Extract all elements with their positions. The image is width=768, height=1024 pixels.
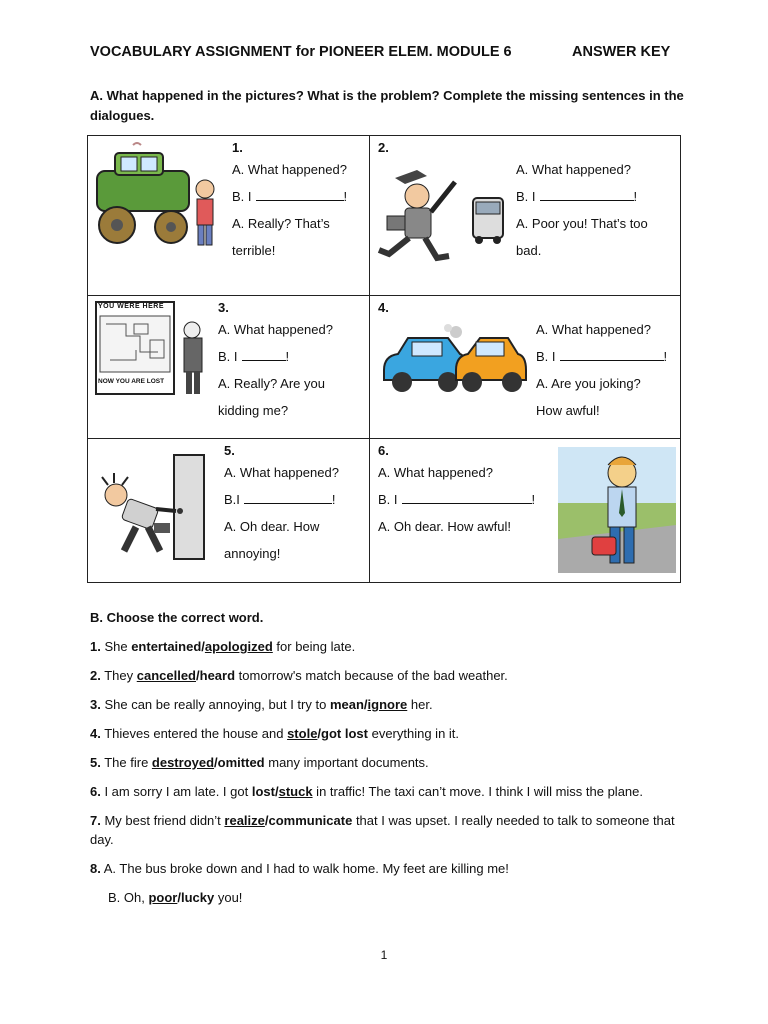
question-4: 4. Thieves entered the house and stole/got lost everything in it.	[90, 726, 460, 741]
option-1-correct[interactable]: stole	[287, 726, 318, 741]
broken-car-picture	[93, 141, 223, 251]
section-a-instruction: A. What happened in the pictures? What is the problem? Complete the missing sentences in the dialogues.	[90, 88, 684, 123]
line-reply-2: terrible!	[232, 243, 276, 258]
cell-number: 3.	[218, 300, 229, 315]
question-2: 2. They cancelled/heard tomorrow's match because of the bad weather.	[90, 668, 508, 683]
sign-top-text: YOU WERE HERE	[98, 303, 165, 310]
answer-blank[interactable]	[402, 490, 532, 504]
option-1-correct[interactable]: realize	[224, 813, 265, 828]
lost-map-picture	[94, 300, 210, 400]
line-b: B. I !	[218, 349, 290, 364]
answer-key-label: ANSWER KEY	[572, 44, 671, 60]
locked-out-picture	[94, 451, 212, 563]
line-a: A. What happened?	[536, 322, 651, 337]
title-text: VOCABULARY ASSIGNMENT for PIONEER ELEM. MODULE 6	[90, 44, 512, 60]
line-a: A. What happened?	[224, 465, 339, 480]
option-2[interactable]: omitted	[217, 755, 265, 770]
option-1-correct[interactable]: destroyed	[151, 755, 215, 770]
line-a: A. What happened?	[378, 465, 493, 480]
line-reply: A. Oh dear. How awful!	[378, 519, 511, 534]
option-1-correct[interactable]: poor	[148, 890, 178, 905]
line-a: A. What happened?	[218, 322, 333, 337]
dialogue-text-1	[232, 140, 372, 264]
sign-bottom-text: NOW YOU ARE LOST	[98, 378, 165, 385]
option-1-correct[interactable]: cancelled	[136, 668, 196, 683]
missed-bus-picture	[375, 156, 510, 268]
line-b: B.I !	[224, 492, 336, 507]
cell-number: 6.	[378, 443, 389, 458]
line-b: B. I !	[516, 189, 638, 204]
line-reply: A. Oh dear. How	[224, 519, 320, 534]
dialogue-cell-3	[88, 296, 370, 439]
line-reply: A. Are you joking?	[536, 376, 641, 391]
cell-number-2: 2.	[378, 140, 389, 155]
question-5: 5. The fire destroyed/omitted many important documents.	[90, 755, 429, 770]
line-reply-2: annoying!	[224, 546, 281, 561]
out-of-gas-picture	[558, 447, 676, 573]
page-number: 1	[380, 948, 388, 962]
line-reply-2: bad.	[516, 243, 542, 258]
dialogue-text-3	[218, 300, 368, 424]
car-crash-picture	[380, 324, 530, 400]
dialogue-text-6	[378, 443, 550, 540]
option-2[interactable]: got lost	[321, 726, 368, 741]
question-6: 6. I am sorry I am late. I got lost/stuck in traffic! The taxi can’t move. I think I will miss the plane.	[90, 784, 643, 799]
option-2[interactable]: communicate	[268, 813, 353, 828]
line-a: A. What happened?	[516, 162, 631, 177]
question-8-reply: B. Oh, poor/lucky you!	[108, 890, 243, 905]
answer-blank[interactable]	[242, 347, 286, 361]
dialogue-cell-2	[370, 136, 680, 296]
answer-blank[interactable]	[244, 490, 332, 504]
dialogue-cell-5	[88, 439, 370, 582]
question-3: 3. She can be really annoying, but I try to mean/ignore her.	[90, 697, 433, 712]
dialogue-cell-4	[370, 296, 680, 439]
line-reply: A. Poor you! That’s too	[516, 216, 648, 231]
cell-number: 1.	[232, 140, 243, 155]
option-1[interactable]: lost	[251, 784, 275, 799]
line-b: B. I !	[378, 492, 536, 507]
dialogue-text-2	[516, 156, 676, 264]
question-8: 8. A. The bus broke down and I had to walk home. My feet are killing me!	[90, 861, 509, 876]
dialogue-text-4	[536, 316, 678, 424]
option-2[interactable]: lucky	[180, 890, 215, 905]
option-1[interactable]: mean	[329, 697, 364, 712]
section-b-instruction: B. Choose the correct word.	[90, 610, 264, 625]
option-1[interactable]: entertained	[131, 639, 202, 654]
cell-number: 5.	[224, 443, 235, 458]
line-b: B. I !	[232, 189, 348, 204]
line-reply: A. Really? That’s	[232, 216, 330, 231]
section-b	[90, 610, 690, 917]
option-2-correct[interactable]: ignore	[367, 697, 408, 712]
line-reply-2: How awful!	[536, 403, 600, 418]
cell-number-4: 4.	[378, 300, 389, 315]
dialogue-text-5	[224, 443, 368, 567]
dialogue-grid	[87, 135, 681, 583]
dialogue-cell-6	[370, 439, 680, 582]
page-title	[90, 44, 680, 60]
line-reply-2: kidding me?	[218, 403, 289, 418]
answer-blank[interactable]	[560, 347, 664, 361]
line-a: A. What happened?	[232, 162, 347, 177]
answer-blank[interactable]	[540, 187, 634, 201]
question-7: 7. My best friend didn’t realize/communicate that I was upset. I really needed to talk to someone that day.	[90, 813, 675, 847]
option-2-correct[interactable]: apologized	[204, 639, 273, 654]
dialogue-cell-1	[88, 136, 370, 296]
line-reply: A. Really? Are you	[218, 376, 325, 391]
option-2-correct[interactable]: stuck	[278, 784, 313, 799]
option-2[interactable]: heard	[199, 668, 236, 683]
question-1: 1. She entertained/apologized for being late.	[90, 639, 356, 654]
answer-blank[interactable]	[256, 187, 344, 201]
line-b: B. I !	[536, 349, 668, 364]
